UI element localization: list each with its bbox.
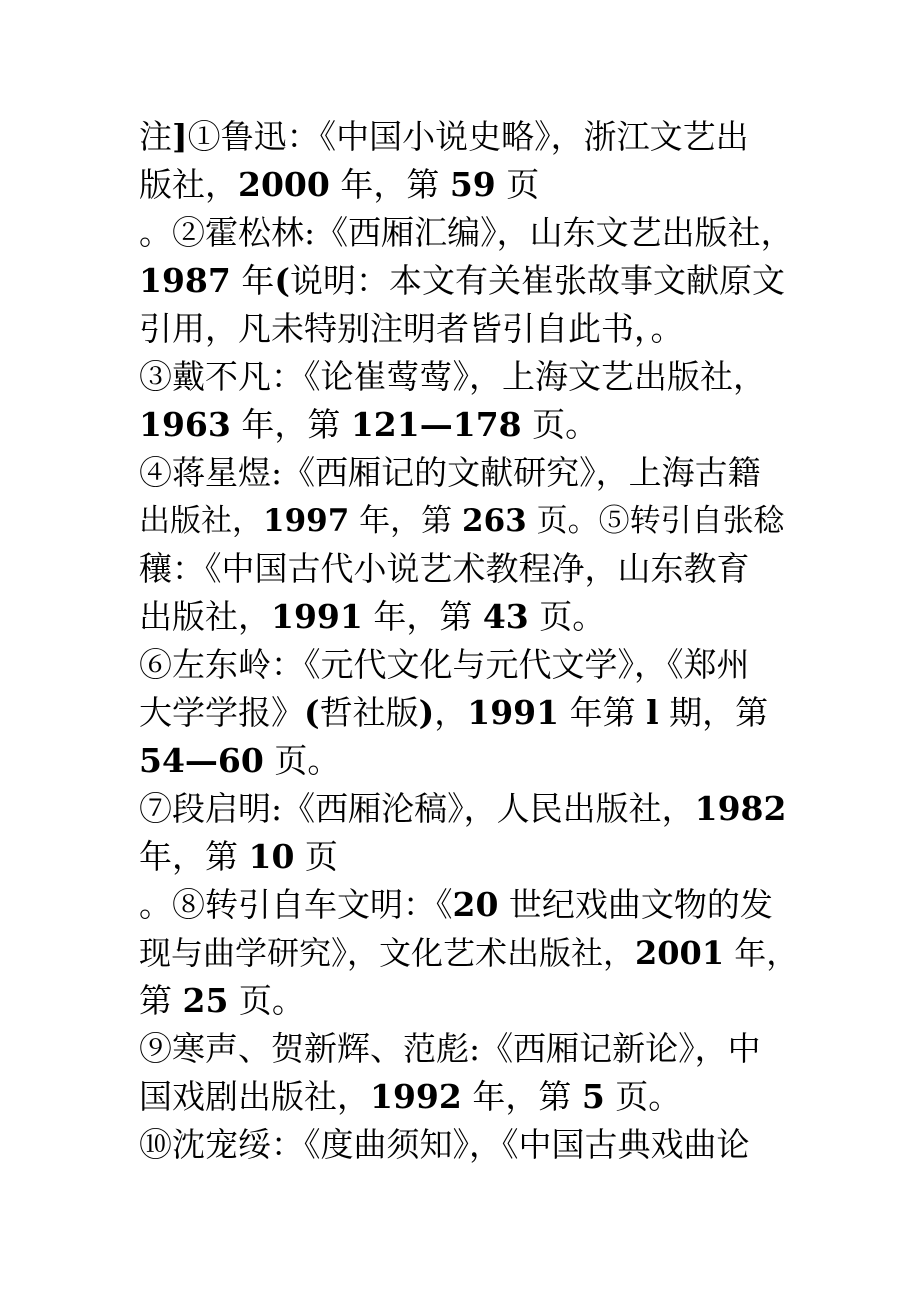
text-line: 1987 年(说明：本文有关崔张故事文献原文 bbox=[139, 261, 785, 300]
text-line: ④蒋星煜:《西厢记的文献研究》，上海古籍 bbox=[139, 453, 761, 492]
text-line: 。⑧转引自车文明：《20 世纪戏曲文物的发 bbox=[139, 885, 773, 924]
text-line: 1963 年，第 121—178 页。 bbox=[139, 405, 599, 444]
text-line: 。②霍松林:《西厢汇编》，山东文艺出版社， bbox=[139, 213, 794, 252]
text-line: 现与曲学研究》，文化艺术出版社，2001 年， bbox=[139, 934, 799, 972]
text-line: 出版社，1991 年，第 43 页。 bbox=[139, 597, 606, 636]
text-line: ⑥左东岭：《元代文化与元代文学》，《郑州 bbox=[139, 645, 750, 684]
text-line: 出版社，1997 年，第 263 页。⑤转引自张稔 bbox=[139, 503, 785, 539]
text-line: 大学学报》(哲社版)，1991 年第 l 期，第 bbox=[139, 693, 769, 732]
text-line: ③戴不凡：《论崔莺莺》，上海文艺出版社， bbox=[139, 357, 766, 396]
text-line: 第 25 页。 bbox=[139, 981, 305, 1020]
text-line: 注]①鲁迅：《中国小说史略》，浙江文艺出 bbox=[139, 117, 749, 156]
text-line: 穰：《中国古代小说艺术教程净，山东教育 bbox=[139, 549, 750, 588]
text-line: ⑦段启明:《西厢沦稿》，人民出版社，1982 bbox=[139, 789, 787, 828]
text-line: 引用，凡未特别注明者皆引自此书，。 bbox=[139, 309, 684, 348]
text-line: 54—60 页。 bbox=[139, 741, 341, 780]
text-line: ⑨寒声、贺新辉、范彪:《西厢记新论》，中 bbox=[139, 1029, 761, 1068]
text-line: 年，第 10 页 bbox=[139, 837, 338, 876]
footnotes-text bbox=[139, 113, 799, 1169]
text-line: 版社，2000 年，第 59 页 bbox=[139, 165, 540, 204]
text-line: 国戏剧出版社，1992 年，第 5 页。 bbox=[139, 1077, 682, 1116]
text-line: ⑩沈宠绥：《度曲须知》，《中国古典戏曲论 bbox=[139, 1125, 750, 1164]
